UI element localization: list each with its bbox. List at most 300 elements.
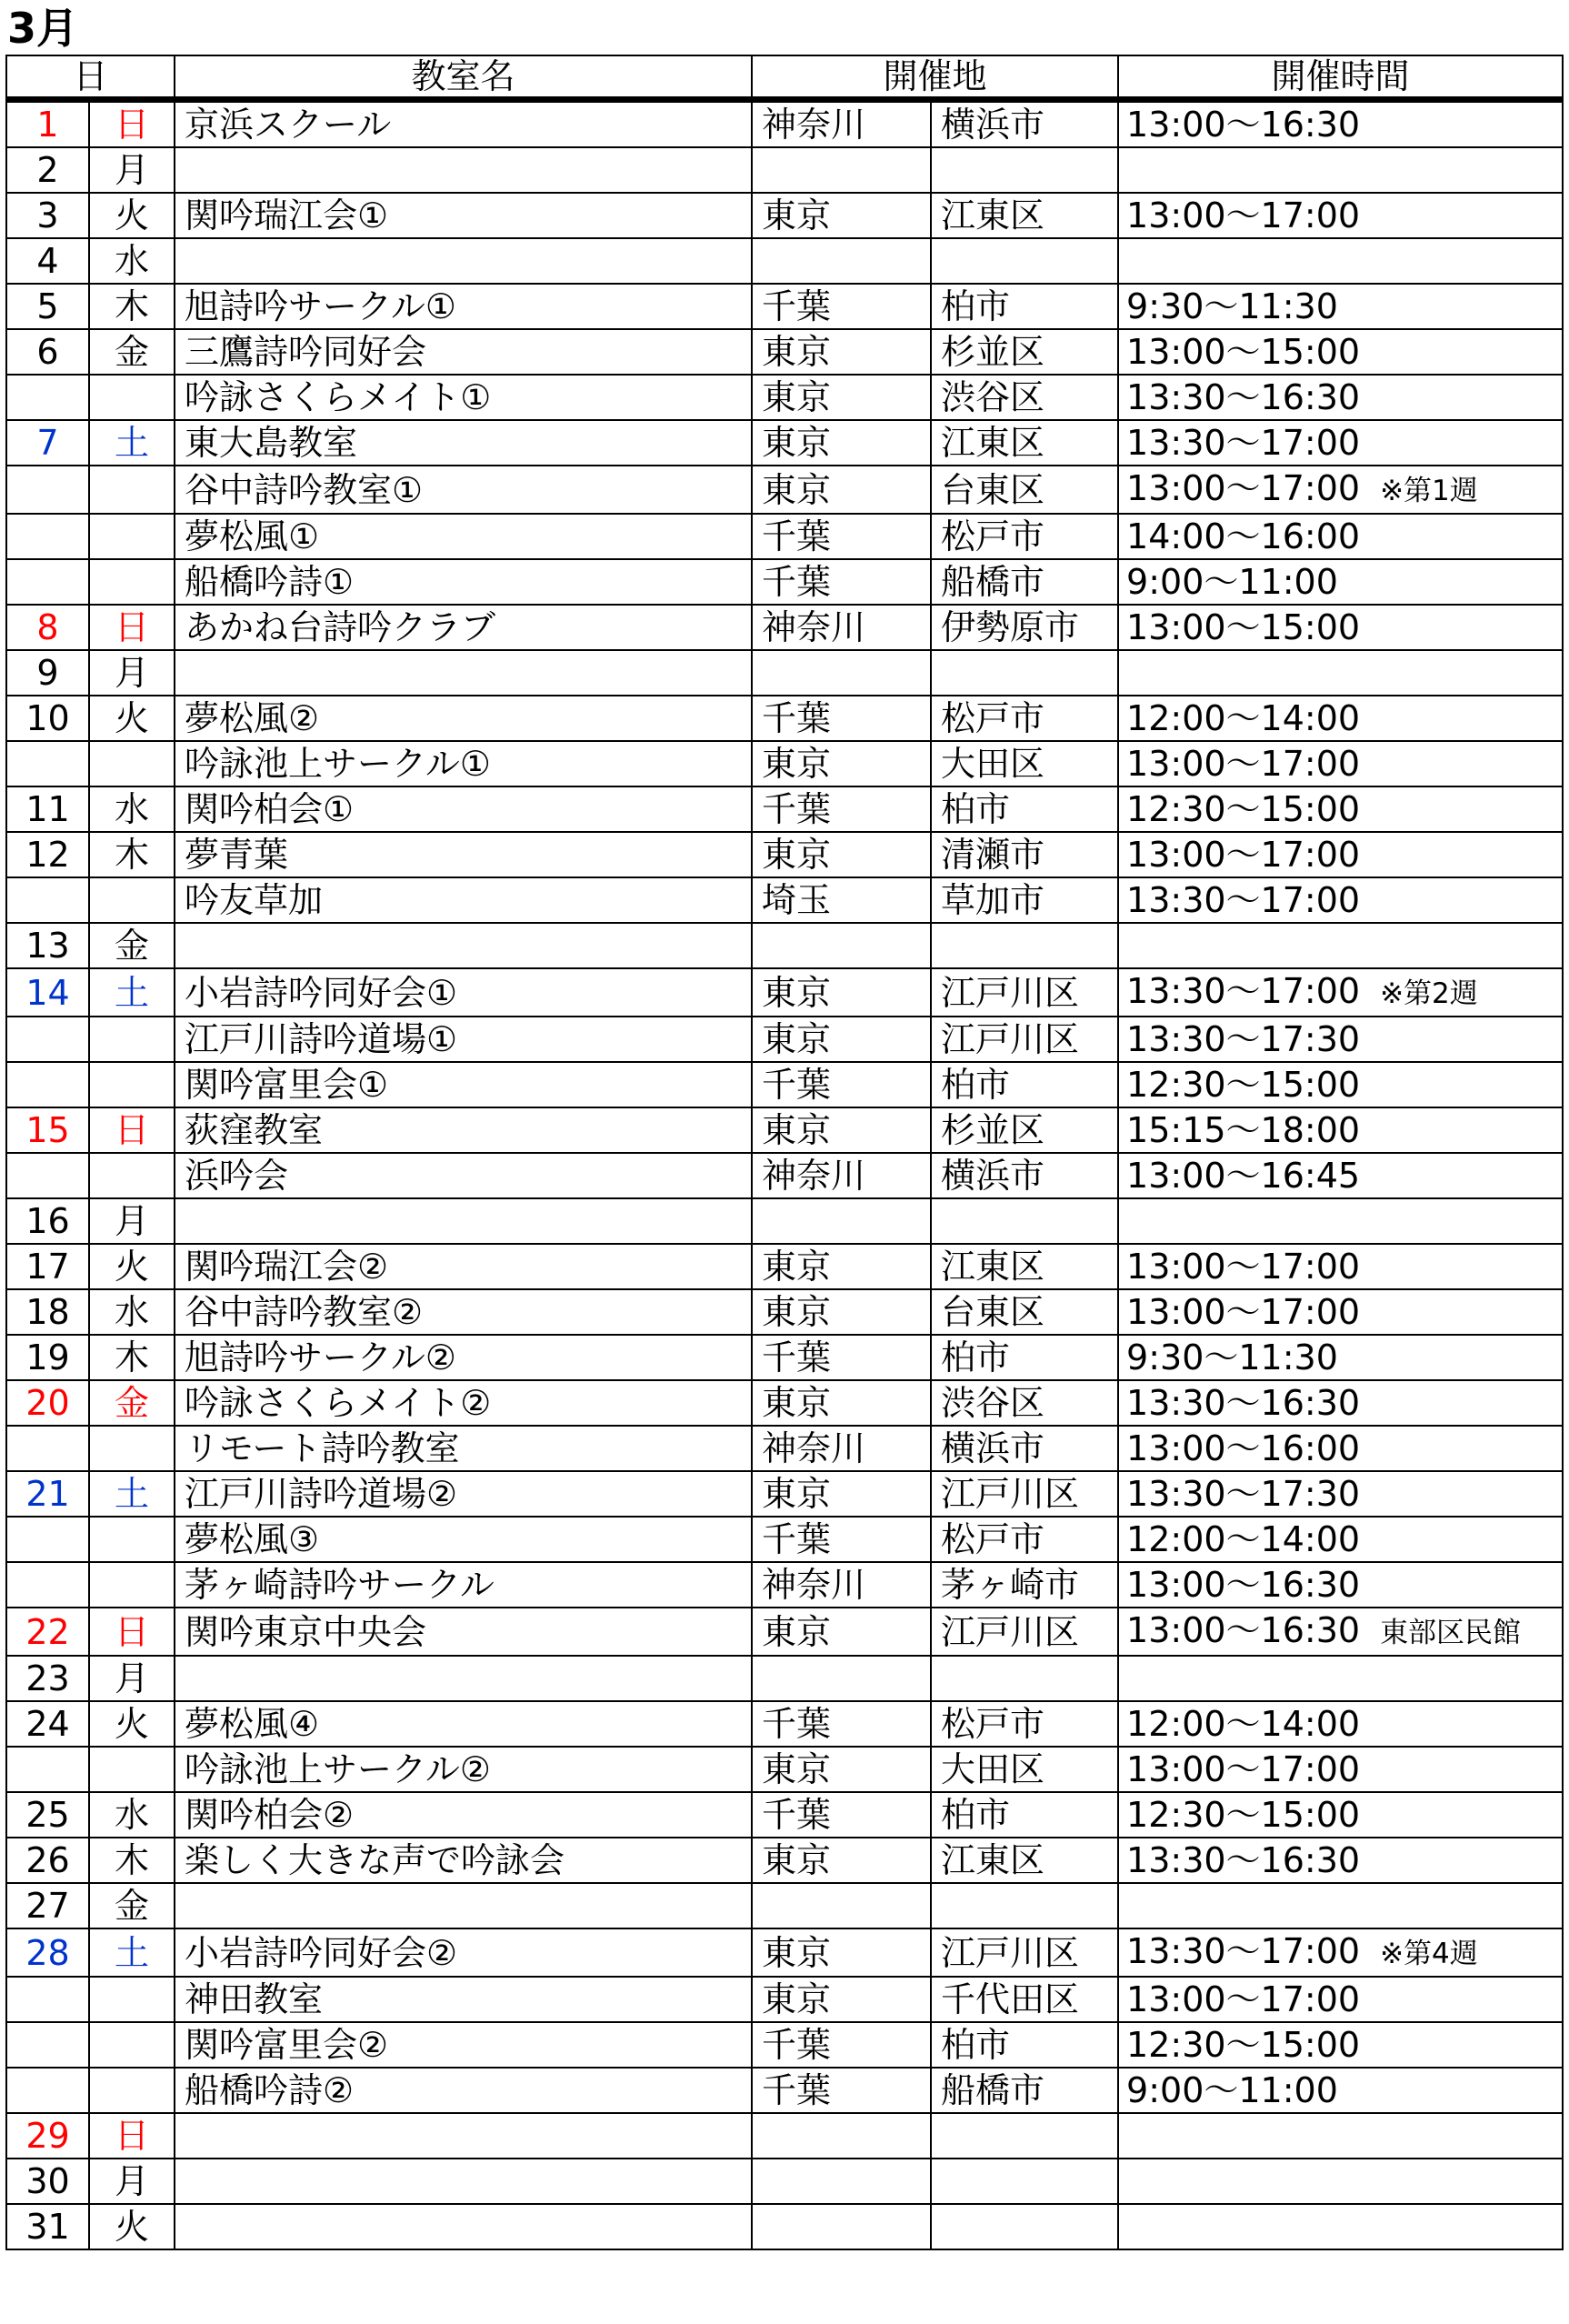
class-name: 吟詠さくらメイト① — [175, 375, 752, 420]
table-row — [6, 1153, 1563, 1198]
prefecture: 東京 — [752, 1107, 931, 1153]
class-name: 関吟柏会② — [175, 1792, 752, 1838]
weekday: 金 — [89, 1380, 175, 1426]
day-number: 15 — [6, 1107, 89, 1153]
prefecture: 東京 — [752, 1244, 931, 1289]
weekday: 土 — [89, 420, 175, 466]
class-name: 江戸川詩吟道場② — [175, 1471, 752, 1517]
time-cell — [1118, 1656, 1563, 1701]
prefecture: 神奈川 — [752, 1562, 931, 1608]
table-row — [6, 1701, 1563, 1747]
day-number-empty — [6, 1517, 89, 1562]
city: 柏市 — [931, 1062, 1118, 1107]
time-cell — [1118, 1471, 1563, 1517]
table-row — [6, 1883, 1563, 1928]
prefecture: 千葉 — [752, 696, 931, 741]
time-range: 12:30～15:00 — [1126, 789, 1361, 829]
prefecture: 千葉 — [752, 786, 931, 832]
class-name: あかね台詩吟クラブ — [175, 605, 752, 650]
city: 柏市 — [931, 786, 1118, 832]
time-cell — [1118, 1017, 1563, 1062]
class-name: 吟詠さくらメイト② — [175, 1380, 752, 1426]
prefecture — [752, 923, 931, 968]
table-row — [6, 2022, 1563, 2068]
time-range: 9:30～11:30 — [1126, 1337, 1338, 1377]
class-name: 谷中詩吟教室① — [175, 466, 752, 514]
table-row — [6, 1928, 1563, 1977]
city — [931, 2204, 1118, 2249]
time-range: 12:00～14:00 — [1126, 1519, 1361, 1559]
time-range: 13:30～16:30 — [1126, 1383, 1361, 1423]
city: 松戸市 — [931, 1701, 1118, 1747]
day-number: 19 — [6, 1335, 89, 1380]
time-cell — [1118, 147, 1563, 193]
time-range: 13:00～15:00 — [1126, 332, 1361, 372]
class-name — [175, 923, 752, 968]
time-cell — [1118, 1608, 1563, 1656]
prefecture — [752, 238, 931, 284]
table-row — [6, 968, 1563, 1017]
city: 横浜市 — [931, 1153, 1118, 1198]
time-cell — [1118, 1335, 1563, 1380]
weekday: 日 — [89, 605, 175, 650]
prefecture: 千葉 — [752, 1517, 931, 1562]
time-cell — [1118, 605, 1563, 650]
class-name — [175, 1656, 752, 1701]
class-name: 夢青葉 — [175, 832, 752, 877]
day-number: 27 — [6, 1883, 89, 1928]
day-number: 6 — [6, 329, 89, 375]
class-name: 荻窪教室 — [175, 1107, 752, 1153]
table-row — [6, 741, 1563, 786]
class-name — [175, 147, 752, 193]
table-row — [6, 1335, 1563, 1380]
header-time: 開催時間 — [1118, 55, 1563, 100]
day-number: 2 — [6, 147, 89, 193]
time-cell — [1118, 514, 1563, 559]
table-row — [6, 696, 1563, 741]
day-number: 22 — [6, 1608, 89, 1656]
table-row — [6, 1517, 1563, 1562]
time-range: 13:00～16:30 — [1126, 1565, 1361, 1605]
prefecture: 東京 — [752, 1017, 931, 1062]
time-cell — [1118, 1062, 1563, 1107]
prefecture: 千葉 — [752, 2022, 931, 2068]
class-name: 夢松風④ — [175, 1701, 752, 1747]
day-number-empty — [6, 2022, 89, 2068]
weekday-empty — [89, 375, 175, 420]
class-name: 船橋吟詩② — [175, 2068, 752, 2113]
weekday: 日 — [89, 100, 175, 148]
day-number: 5 — [6, 284, 89, 329]
time-range: 13:30～17:00 — [1126, 1931, 1361, 1971]
weekday: 水 — [89, 238, 175, 284]
table-row — [6, 1244, 1563, 1289]
weekday: 火 — [89, 696, 175, 741]
day-number: 9 — [6, 650, 89, 696]
class-name: 吟詠池上サークル② — [175, 1747, 752, 1792]
time-cell — [1118, 1792, 1563, 1838]
table-row — [6, 877, 1563, 923]
time-range: 13:00～17:00 — [1126, 1247, 1361, 1287]
table-row — [6, 2068, 1563, 2113]
time-range: 13:00～16:45 — [1126, 1156, 1361, 1196]
table-row — [6, 605, 1563, 650]
time-cell — [1118, 1883, 1563, 1928]
class-name: 関吟柏会① — [175, 786, 752, 832]
time-range: 13:30～17:30 — [1126, 1474, 1361, 1514]
time-cell — [1118, 968, 1563, 1017]
prefecture: 神奈川 — [752, 100, 931, 148]
table-row — [6, 2113, 1563, 2159]
day-number-empty — [6, 514, 89, 559]
table-row — [6, 650, 1563, 696]
prefecture: 千葉 — [752, 1062, 931, 1107]
time-range: 13:00～17:00 — [1126, 468, 1361, 508]
class-name — [175, 2159, 752, 2204]
city: 杉並区 — [931, 329, 1118, 375]
day-number-empty — [6, 375, 89, 420]
day-number-empty — [6, 1017, 89, 1062]
city: 江戸川区 — [931, 1471, 1118, 1517]
table-row — [6, 514, 1563, 559]
prefecture: 神奈川 — [752, 605, 931, 650]
time-range: 12:30～15:00 — [1126, 2025, 1361, 2065]
prefecture: 千葉 — [752, 514, 931, 559]
time-range: 9:00～11:00 — [1126, 562, 1338, 602]
city — [931, 2113, 1118, 2159]
time-cell — [1118, 2022, 1563, 2068]
weekday: 土 — [89, 1471, 175, 1517]
city: 江東区 — [931, 420, 1118, 466]
class-name: 浜吟会 — [175, 1153, 752, 1198]
table-row — [6, 1198, 1563, 1244]
day-number-empty — [6, 1747, 89, 1792]
table-row — [6, 2159, 1563, 2204]
time-cell — [1118, 466, 1563, 514]
header-row — [6, 55, 1563, 100]
class-name: 谷中詩吟教室② — [175, 1289, 752, 1335]
class-name — [175, 2204, 752, 2249]
prefecture: 東京 — [752, 1608, 931, 1656]
table-row — [6, 420, 1563, 466]
day-number-empty — [6, 466, 89, 514]
table-row — [6, 1838, 1563, 1883]
weekday: 月 — [89, 2159, 175, 2204]
time-cell — [1118, 650, 1563, 696]
class-name: 船橋吟詩① — [175, 559, 752, 605]
time-cell — [1118, 1928, 1563, 1977]
time-range: 12:30～15:00 — [1126, 1795, 1361, 1835]
time-note: 東部区民館 — [1380, 1617, 1522, 1649]
table-row — [6, 559, 1563, 605]
city: 江戸川区 — [931, 1017, 1118, 1062]
weekday: 日 — [89, 2113, 175, 2159]
weekday-empty — [89, 1153, 175, 1198]
weekday-empty — [89, 1747, 175, 1792]
time-cell — [1118, 238, 1563, 284]
time-cell — [1118, 786, 1563, 832]
table-row — [6, 1747, 1563, 1792]
weekday-empty — [89, 1017, 175, 1062]
prefecture: 東京 — [752, 832, 931, 877]
time-cell — [1118, 1426, 1563, 1471]
weekday-empty — [89, 1062, 175, 1107]
prefecture: 東京 — [752, 466, 931, 514]
weekday: 木 — [89, 284, 175, 329]
weekday: 火 — [89, 193, 175, 238]
weekday: 火 — [89, 2204, 175, 2249]
time-cell — [1118, 1517, 1563, 1562]
header-day: 日 — [6, 55, 175, 100]
prefecture: 千葉 — [752, 284, 931, 329]
table-row — [6, 1017, 1563, 1062]
class-name — [175, 1198, 752, 1244]
city: 茅ヶ崎市 — [931, 1562, 1118, 1608]
time-cell — [1118, 1838, 1563, 1883]
time-range: 14:00～16:00 — [1126, 516, 1361, 556]
weekday: 水 — [89, 1289, 175, 1335]
day-number-empty — [6, 1977, 89, 2022]
weekday-empty — [89, 466, 175, 514]
table-row — [6, 832, 1563, 877]
time-range: 13:00～16:30 — [1126, 105, 1361, 145]
weekday: 土 — [89, 1928, 175, 1977]
time-note: ※第1週 — [1380, 475, 1478, 507]
time-cell — [1118, 1153, 1563, 1198]
table-row — [6, 1289, 1563, 1335]
prefecture: 東京 — [752, 1747, 931, 1792]
city: 伊勢原市 — [931, 605, 1118, 650]
city: 千代田区 — [931, 1977, 1118, 2022]
weekday: 木 — [89, 832, 175, 877]
table-row — [6, 329, 1563, 375]
weekday: 月 — [89, 147, 175, 193]
time-range: 13:30～17:30 — [1126, 1019, 1361, 1059]
table-row — [6, 1977, 1563, 2022]
prefecture — [752, 2113, 931, 2159]
table-row — [6, 375, 1563, 420]
prefecture: 千葉 — [752, 2068, 931, 2113]
city: 柏市 — [931, 1792, 1118, 1838]
weekday-empty — [89, 741, 175, 786]
weekday-empty — [89, 1977, 175, 2022]
table-row — [6, 1107, 1563, 1153]
city: 江東区 — [931, 1244, 1118, 1289]
class-name: 神田教室 — [175, 1977, 752, 2022]
time-cell — [1118, 193, 1563, 238]
weekday: 月 — [89, 1656, 175, 1701]
table-row — [6, 284, 1563, 329]
class-name: 三鷹詩吟同好会 — [175, 329, 752, 375]
day-number-empty — [6, 877, 89, 923]
time-cell — [1118, 1562, 1563, 1608]
table-row — [6, 1608, 1563, 1656]
city: 大田区 — [931, 741, 1118, 786]
prefecture: 神奈川 — [752, 1153, 931, 1198]
day-number: 4 — [6, 238, 89, 284]
table-row — [6, 1380, 1563, 1426]
time-cell — [1118, 1380, 1563, 1426]
time-range: 13:00～17:00 — [1126, 1979, 1361, 2019]
city: 台東区 — [931, 1289, 1118, 1335]
day-number: 30 — [6, 2159, 89, 2204]
prefecture: 千葉 — [752, 1701, 931, 1747]
weekday-empty — [89, 514, 175, 559]
city — [931, 2159, 1118, 2204]
day-number: 14 — [6, 968, 89, 1017]
weekday-empty — [89, 559, 175, 605]
class-name: 関吟富里会② — [175, 2022, 752, 2068]
day-number: 12 — [6, 832, 89, 877]
class-name: 関吟瑞江会① — [175, 193, 752, 238]
time-cell — [1118, 696, 1563, 741]
schedule-body — [6, 100, 1563, 2250]
time-cell — [1118, 923, 1563, 968]
city: 杉並区 — [931, 1107, 1118, 1153]
prefecture: 東京 — [752, 1471, 931, 1517]
day-number: 20 — [6, 1380, 89, 1426]
day-number-empty — [6, 1426, 89, 1471]
time-cell — [1118, 284, 1563, 329]
day-number: 21 — [6, 1471, 89, 1517]
header-venue: 開催地 — [752, 55, 1118, 100]
time-range: 12:00～14:00 — [1126, 1704, 1361, 1744]
day-number: 24 — [6, 1701, 89, 1747]
class-name: 夢松風③ — [175, 1517, 752, 1562]
prefecture: 東京 — [752, 1977, 931, 2022]
prefecture: 神奈川 — [752, 1426, 931, 1471]
city: 草加市 — [931, 877, 1118, 923]
table-row — [6, 923, 1563, 968]
day-number: 28 — [6, 1928, 89, 1977]
class-name: 東大島教室 — [175, 420, 752, 466]
city: 松戸市 — [931, 1517, 1118, 1562]
weekday: 金 — [89, 1883, 175, 1928]
weekday: 火 — [89, 1701, 175, 1747]
day-number-empty — [6, 1153, 89, 1198]
day-number: 1 — [6, 100, 89, 148]
class-name: 旭詩吟サークル① — [175, 284, 752, 329]
time-cell — [1118, 1289, 1563, 1335]
class-name — [175, 238, 752, 284]
table-row — [6, 238, 1563, 284]
day-number-empty — [6, 2068, 89, 2113]
city — [931, 147, 1118, 193]
day-number: 10 — [6, 696, 89, 741]
time-cell — [1118, 2068, 1563, 2113]
time-cell — [1118, 420, 1563, 466]
day-number: 7 — [6, 420, 89, 466]
day-number: 31 — [6, 2204, 89, 2249]
prefecture: 埼玉 — [752, 877, 931, 923]
class-name: 茅ヶ崎詩吟サークル — [175, 1562, 752, 1608]
time-range: 13:00～15:00 — [1126, 607, 1361, 647]
class-name: 吟友草加 — [175, 877, 752, 923]
class-name: 小岩詩吟同好会① — [175, 968, 752, 1017]
table-row — [6, 1471, 1563, 1517]
day-number-empty — [6, 1062, 89, 1107]
time-cell — [1118, 2159, 1563, 2204]
table-row — [6, 1792, 1563, 1838]
city: 江戸川区 — [931, 1608, 1118, 1656]
prefecture: 東京 — [752, 329, 931, 375]
prefecture: 千葉 — [752, 1792, 931, 1838]
city: 船橋市 — [931, 2068, 1118, 2113]
city: 柏市 — [931, 2022, 1118, 2068]
prefecture — [752, 2204, 931, 2249]
time-cell — [1118, 1977, 1563, 2022]
time-cell — [1118, 1701, 1563, 1747]
city: 清瀬市 — [931, 832, 1118, 877]
time-range: 15:15～18:00 — [1126, 1110, 1361, 1150]
table-row — [6, 786, 1563, 832]
time-cell — [1118, 1747, 1563, 1792]
time-range: 13:00～17:00 — [1126, 1749, 1361, 1789]
time-range: 13:30～17:00 — [1126, 971, 1361, 1011]
prefecture: 千葉 — [752, 1335, 931, 1380]
city: 台東区 — [931, 466, 1118, 514]
time-cell — [1118, 2204, 1563, 2249]
day-number: 26 — [6, 1838, 89, 1883]
prefecture: 東京 — [752, 968, 931, 1017]
weekday: 金 — [89, 329, 175, 375]
table-row — [6, 100, 1563, 148]
time-cell — [1118, 100, 1563, 148]
time-range: 13:00～17:00 — [1126, 835, 1361, 875]
class-name: リモート詩吟教室 — [175, 1426, 752, 1471]
class-name: 楽しく大きな声で吟詠会 — [175, 1838, 752, 1883]
weekday-empty — [89, 1562, 175, 1608]
table-row — [6, 466, 1563, 514]
time-cell — [1118, 1244, 1563, 1289]
city: 江東区 — [931, 193, 1118, 238]
class-name — [175, 1883, 752, 1928]
table-row — [6, 1426, 1563, 1471]
prefecture: 東京 — [752, 1928, 931, 1977]
city: 松戸市 — [931, 696, 1118, 741]
city: 大田区 — [931, 1747, 1118, 1792]
weekday-empty — [89, 2022, 175, 2068]
time-range: 13:30～17:00 — [1126, 880, 1361, 920]
class-name: 関吟瑞江会② — [175, 1244, 752, 1289]
city: 柏市 — [931, 284, 1118, 329]
day-number: 17 — [6, 1244, 89, 1289]
weekday: 日 — [89, 1608, 175, 1656]
weekday: 月 — [89, 1198, 175, 1244]
weekday: 火 — [89, 1244, 175, 1289]
class-name: 江戸川詩吟道場① — [175, 1017, 752, 1062]
prefecture: 東京 — [752, 1838, 931, 1883]
city: 横浜市 — [931, 100, 1118, 148]
day-number-empty — [6, 741, 89, 786]
prefecture — [752, 1198, 931, 1244]
class-name: 関吟東京中央会 — [175, 1608, 752, 1656]
time-range: 13:30～17:00 — [1126, 423, 1361, 463]
day-number: 3 — [6, 193, 89, 238]
page-title: 3月 — [7, 4, 79, 53]
weekday: 日 — [89, 1107, 175, 1153]
time-range: 13:00～17:00 — [1126, 195, 1361, 235]
prefecture: 東京 — [752, 375, 931, 420]
day-number: 23 — [6, 1656, 89, 1701]
day-number: 16 — [6, 1198, 89, 1244]
class-name — [175, 2113, 752, 2159]
weekday: 水 — [89, 1792, 175, 1838]
class-name: 小岩詩吟同好会② — [175, 1928, 752, 1977]
schedule-table — [5, 55, 1564, 2250]
weekday-empty — [89, 1426, 175, 1471]
